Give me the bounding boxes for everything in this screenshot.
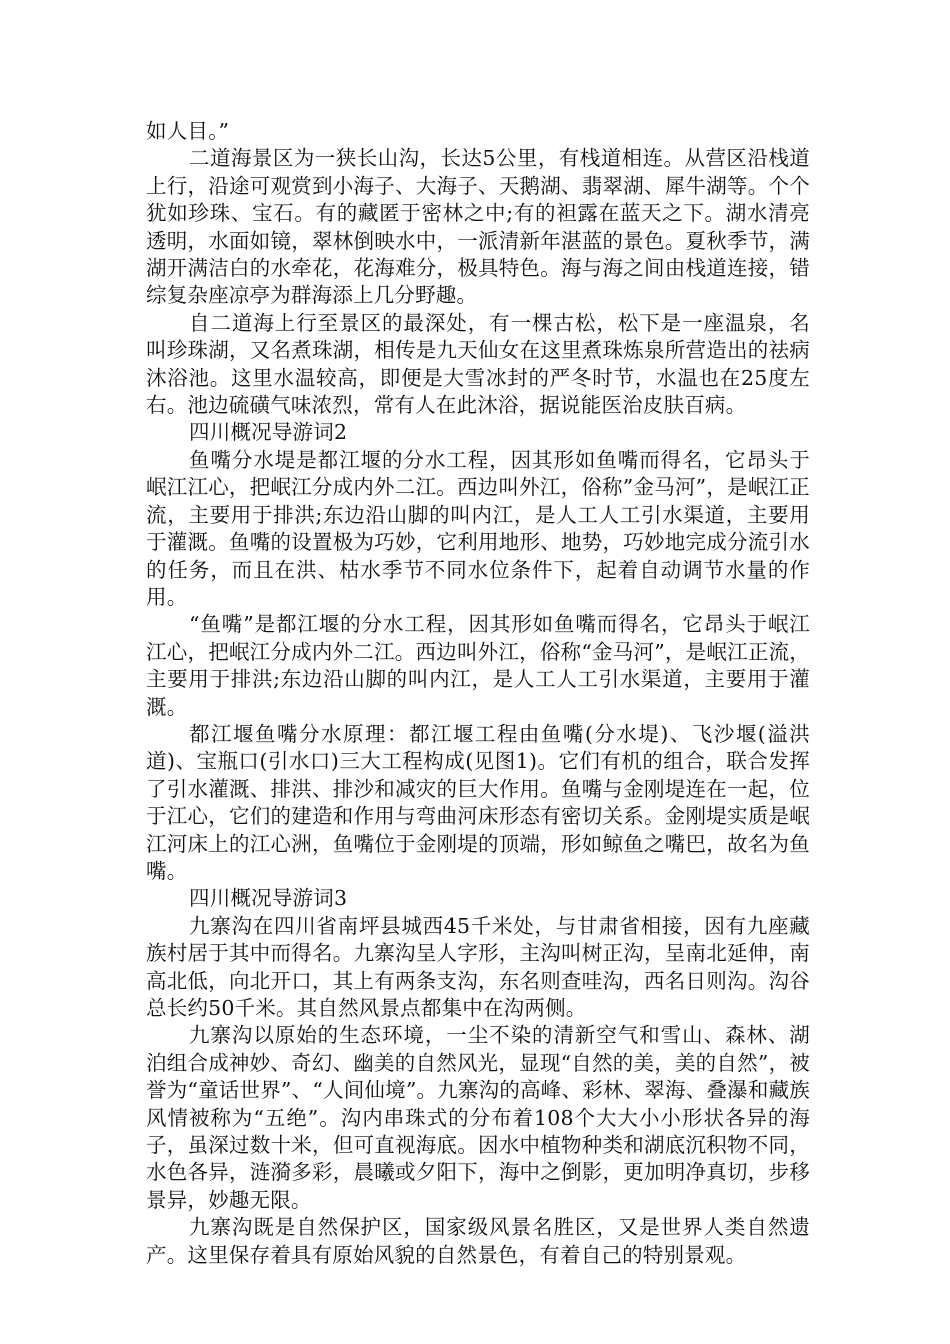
section-heading-3: 四川概况导游词3	[189, 886, 348, 911]
paragraph-pearl-lake: 自二道海上行至景区的最深处，有一棵古松，松下是一座温泉，名叫珍珠湖，又名煮珠湖，相传是九天仙女在这里煮珠炼泉所营造出的祛病沐浴池。这里水温较高，即便是大雪冰封的严冬时节，水温也在25度左右。池边硫磺气味浓烈，常有人在此沐浴，据说能医治皮肤百病。	[146, 310, 810, 418]
paragraph-jiuzhaigou-scenery: 九寨沟以原始的生态环境，一尘不染的清新空气和雪山、森林、湖泊组合成神妙、奇幻、幽美的自然风光，显现“自然的美，美的自然”，被誉为“童话世界”、“人间仙境”。九寨沟的高峰、彩林、翠海、叠瀑和藏族风情被称为“五绝”。沟内串珠式的分布着108个大大小小形状各异的海子，虽深过数十米，但可直视海底。因水中植物种类和湖底沉积物不同，水色各异，涟漪多彩，晨曦或夕阳下，海中之倒影，更加明净真切，步移景异，妙趣无限。	[146, 1023, 810, 1212]
document-page	[146, 118, 810, 1269]
paragraph-erdaohai: 二道海景区为一狭长山沟，长达5公里，有栈道相连。从营区沿栈道上行，沿途可观赏到小海子、大海子、天鹅湖、翡翠湖、犀牛湖等。个个犹如珍珠、宝石。有的藏匿于密林之中;有的袒露在蓝天之下。湖水清亮透明，水面如镜，翠林倒映水中，一派清新年湛蓝的景色。夏秋季节，满湖开满洁白的水牵花，花海难分，极具特色。海与海之间由栈道连接，错综复杂座凉亭为群海添上几分野趣。	[146, 146, 810, 308]
paragraph-fish-mouth: “鱼嘴”是都江堰的分水工程，因其形如鱼嘴而得名，它昂头于岷江江心，把岷江分成内外二江。西边叫外江，俗称“金马河”，是岷江正流，主要用于排洪;东边沿山脚的叫内江，是人工人工引水渠道，主要用于灌溉。	[146, 612, 810, 719]
paragraph-fish-mouth-dike: 鱼嘴分水堤是都江堰的分水工程，因其形如鱼嘴而得名，它昂头于岷江江心，把岷江分成内外二江。西边叫外江，俗称”金马河”，是岷江正流，主要用于排洪;东边沿山脚的叫内江，是人工人工引水渠道，主要用于灌溉。鱼嘴的设置极为巧妙，它利用地形、地势，巧妙地完成分流引水的任务，而且在洪、枯水季节不同水位条件下，起着自动调节水量的作用。	[146, 447, 810, 609]
paragraph-dujiangyan-principle: 都江堰鱼嘴分水原理：都江堰工程由鱼嘴(分水堤)、飞沙堰(溢洪道)、宝瓶口(引水口)三大工程构成(见图1)。它们有机的组合，联合发挥了引水灌溉、排洪、排沙和减灾的巨大作用。鱼嘴与金刚堤连在一起，位于江心，它们的建造和作用与弯曲河床形态有密切关系。金刚堤实质是岷江河床上的江心洲，鱼嘴位于金刚堤的顶端，形如鲸鱼之嘴巴，故名为鱼嘴。	[146, 721, 810, 883]
paragraph-jiuzhaigou-heritage: 九寨沟既是自然保护区，国家级风景名胜区，又是世界人类自然遗产。这里保存着具有原始风貌的自然景色，有着自己的特别景观。	[146, 1215, 810, 1267]
section-heading-2: 四川概况导游词2	[189, 420, 348, 445]
paragraph-jiuzhaigou-location: 九寨沟在四川省南坪县城西45千米处，与甘肃省相接，因有九座藏族村居于其中而得名。九寨沟呈人字形，主沟叫树正沟，呈南北延伸，南高北低，向北开口，其上有两条支沟，东名则查哇沟，西名日则沟。沟谷总长约50千米。其自然风景点都集中在沟两侧。	[146, 913, 810, 1020]
paragraph-continuation: 如人目。”	[146, 119, 230, 143]
